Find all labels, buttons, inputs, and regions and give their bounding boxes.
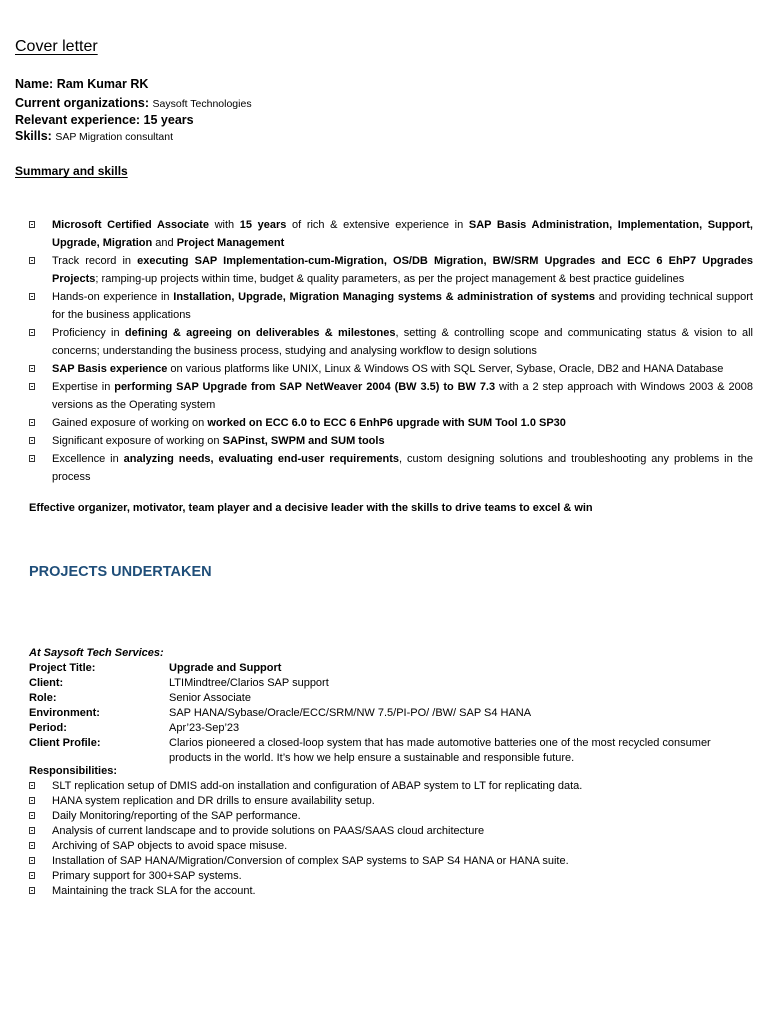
responsibility-text: Analysis of current landscape and to provide solutions on PAAS/SAAS cloud architecture (52, 825, 485, 837)
bullet-icon (29, 221, 35, 228)
responsibility-item (29, 854, 729, 869)
responsibility-text: Daily Monitoring/reporting of the SAP performance. (52, 810, 301, 822)
summary-heading: Summary and skills (15, 164, 128, 178)
skill-text-bold: executing SAP Implementation-cum-Migration, OS/DB Migration, BW/SRM Upgrades and ECC 6 EhP7 Upgrades Projects (52, 255, 753, 285)
detail-row (29, 661, 729, 676)
projects-heading: PROJECTS UNDERTAKEN (29, 564, 212, 580)
bullet-icon (29, 797, 35, 804)
detail-value: Apr’23-Sep’23 (169, 722, 240, 734)
responsibilities-heading: Responsibilities: (29, 765, 118, 777)
bullet-icon (29, 419, 35, 426)
skill-text: Track record in (52, 255, 138, 267)
detail-label: Client Profile: (29, 737, 101, 749)
skill-text: on various platforms like UNIX, Linux & Windows OS with SQL Server, Sybase, Oracle, DB2 and HANA Database (167, 363, 724, 375)
detail-value: SAP HANA/Sybase/Oracle/ECC/SRM/NW 7.5/PI-PO/ /BW/ SAP S4 HANA (169, 707, 532, 719)
skill-item (29, 378, 753, 414)
detail-row (29, 676, 729, 691)
bullet-icon (29, 455, 35, 462)
skill-text: Excellence in (52, 453, 124, 465)
skills-line (15, 129, 173, 143)
skill-text-bold: worked on ECC 6.0 to ECC 6 EnhP6 upgrade with SUM Tool 1.0 SP30 (207, 417, 566, 429)
skill-item (29, 360, 753, 378)
responsibility-text: Installation of SAP HANA/Migration/Conversion of complex SAP systems to SAP S4 HANA or HANA suite. (52, 855, 569, 867)
bullet-icon (29, 812, 35, 819)
skill-item (29, 432, 753, 450)
bullet-icon (29, 437, 35, 444)
skill-text: Gained exposure of working on (52, 417, 208, 429)
bullet-icon (29, 842, 35, 849)
responsibility-item (29, 839, 729, 854)
skills-value: SAP Migration consultant (55, 131, 174, 143)
detail-row (29, 706, 729, 721)
organization-line (15, 96, 252, 110)
organization-label: Current organizations: (15, 96, 150, 110)
responsibilities-list (29, 779, 729, 899)
detail-label: Environment: (29, 707, 100, 719)
skill-text-bold: SAP Basis experience (52, 363, 168, 375)
responsibility-item (29, 869, 729, 884)
skills-list (29, 216, 753, 486)
detail-row (29, 691, 729, 706)
skill-text: Proficiency in (52, 327, 125, 339)
name-value: Ram Kumar RK (56, 77, 149, 91)
skill-text: and providing technical support for the business applications (52, 291, 753, 321)
name-line (15, 77, 148, 91)
responsibility-item (29, 794, 729, 809)
responsibility-item (29, 809, 729, 824)
skill-text-bold: Project Management (176, 237, 285, 249)
skill-text: Expertise in (52, 381, 115, 393)
responsibility-text: Archiving of SAP objects to avoid space misuse. (52, 840, 288, 852)
skill-text: of rich & extensive experience in (286, 219, 469, 231)
skill-text-bold: Installation, Upgrade, Migration Managing systems & administration of systems (173, 291, 595, 303)
experience-value: 15 years (143, 113, 194, 127)
responsibility-text: SLT replication setup of DMIS add-on installation and configuration of ABAP system to LT for replicating data. (52, 780, 583, 792)
bullet-icon (29, 857, 35, 864)
skill-text: ; ramping-up projects within time, budget & quality parameters, as per the project management & best practice guidelines (95, 273, 685, 285)
detail-value: LTIMindtree/Clarios SAP support (169, 677, 329, 689)
experience-label: Relevant experience: (15, 113, 141, 127)
detail-value: Clarios pioneered a closed-loop system that has made automotive batteries one of the most recycled consumer products in the world. It’s how we help ensure a sustainable and responsible future. (169, 737, 711, 764)
skill-text-bold: Microsoft Certified Associate (52, 219, 209, 231)
responsibility-text: Primary support for 300+SAP systems. (52, 870, 242, 882)
skill-text-bold: SAP Basis Administration, Implementation, Support, Upgrade, Migration (52, 219, 753, 249)
skill-text: Significant exposure of working on (52, 435, 223, 447)
skill-item (29, 216, 753, 252)
skill-text-bold: performing SAP Upgrade from SAP NetWeaver 2004 (BW 3.5) to BW 7.3 (114, 381, 496, 393)
skill-item (29, 324, 753, 360)
responsibility-item (29, 779, 729, 794)
bullet-icon (29, 872, 35, 879)
detail-value: Upgrade and Support (169, 662, 282, 674)
skill-text: with a 2 step approach with Windows 2003 & 2008 versions as the Operating system (52, 381, 754, 411)
skill-text: and (152, 237, 177, 249)
detail-value: Senior Associate (169, 692, 251, 704)
detail-label: Project Title: (29, 662, 96, 674)
employer-label: At Saysoft Tech Services: (29, 647, 164, 659)
bullet-icon (29, 365, 35, 372)
skill-text-bold: 15 years (239, 219, 287, 231)
bullet-icon (29, 782, 35, 789)
skills-label: Skills: (15, 129, 52, 143)
bullet-icon (29, 383, 35, 390)
skill-item (29, 288, 753, 324)
skill-text-bold: SAPinst, SWPM and SUM tools (222, 435, 385, 447)
detail-label: Period: (29, 722, 67, 734)
responsibility-item (29, 824, 729, 839)
skill-item (29, 252, 753, 288)
skill-item (29, 414, 753, 432)
responsibility-text: HANA system replication and DR drills to ensure availability setup. (52, 795, 375, 807)
name-label: Name: (15, 77, 54, 91)
document-title: Cover letter (15, 38, 98, 55)
responsibility-text: Maintaining the track SLA for the account. (52, 885, 256, 897)
detail-label: Role: (29, 692, 57, 704)
bullet-icon (29, 329, 35, 336)
closing-statement: Effective organizer, motivator, team player and a decisive leader with the skills to drive teams to excel & win (29, 502, 593, 514)
bullet-icon (29, 257, 35, 264)
skill-text-bold: analyzing needs, evaluating end-user requirements (123, 453, 399, 465)
skill-text: Hands-on experience in (52, 291, 174, 303)
bullet-icon (29, 887, 35, 894)
skill-text: with (208, 219, 240, 231)
skill-text-bold: defining & agreeing on deliverables & milestones (124, 327, 396, 339)
detail-row (29, 721, 729, 736)
bullet-icon (29, 827, 35, 834)
responsibility-item (29, 884, 729, 899)
experience-line (15, 113, 194, 127)
skill-text: , setting & controlling scope and communicating status & vision to all concerns; understanding the business process, studying and analysing workflow to design solutions (52, 327, 753, 357)
bullet-icon (29, 293, 35, 300)
detail-row (29, 736, 729, 766)
skill-item (29, 450, 753, 486)
detail-label: Client: (29, 677, 64, 689)
project-details (29, 661, 729, 766)
organization-value: Saysoft Technologies (152, 98, 252, 110)
skill-text: , custom designing solutions and troubleshooting any problems in the process (52, 453, 753, 483)
